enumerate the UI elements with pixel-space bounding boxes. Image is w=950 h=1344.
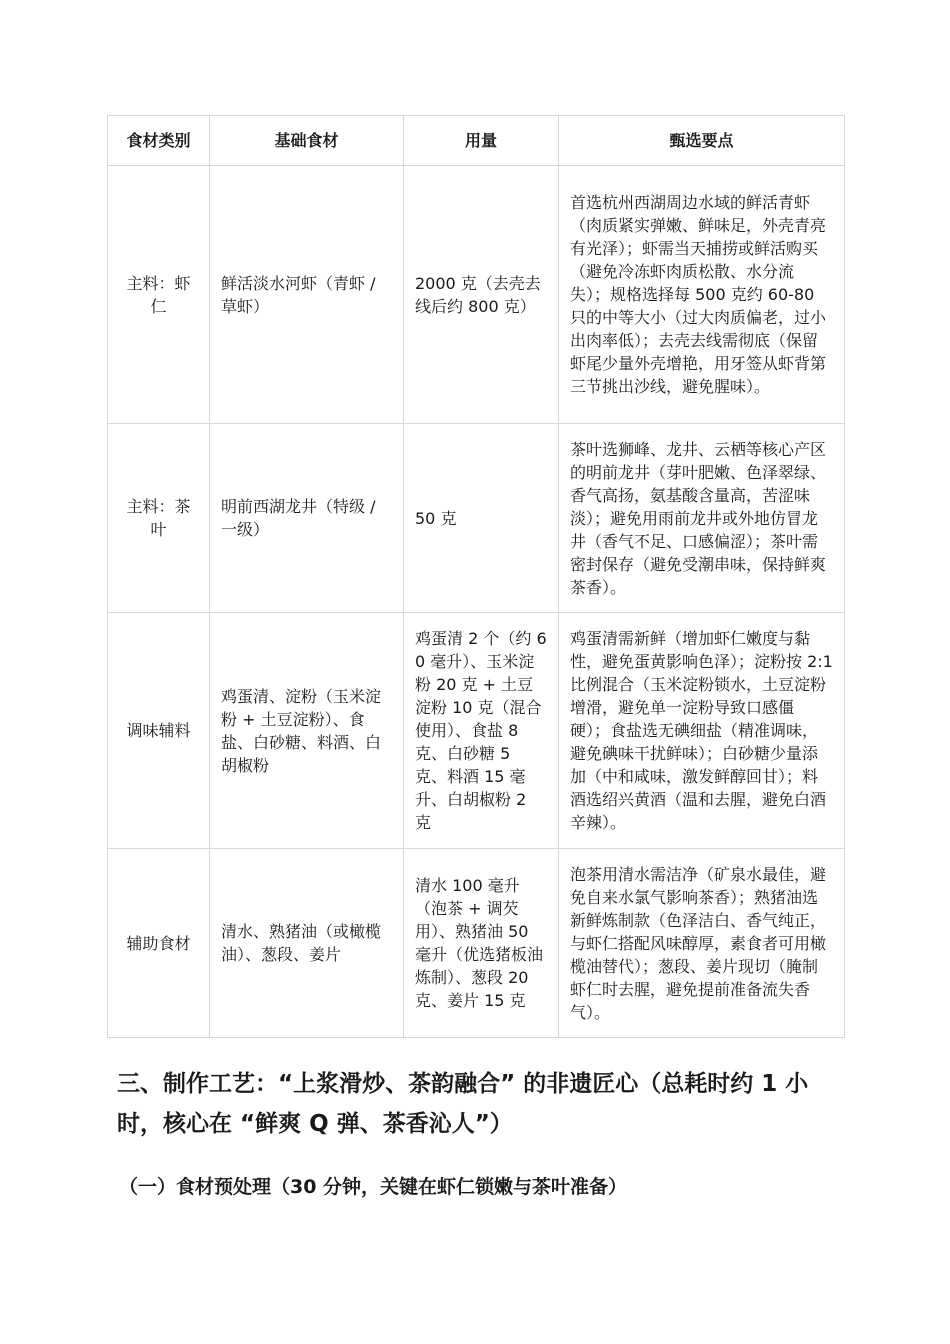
cell-notes: 首选杭州西湖周边水域的鲜活青虾（肉质紧实弹嫩、鲜味足，外壳青亮有光泽）；虾需当天捕捞或鲜活购买（避免冷冻虾肉质松散、水分流失）；规格选择每 500 克约 60-80 只的中等大小（过大肉质偏老，过小出肉率低）；去壳去线需彻底（保留虾尾少量外壳增艳，用牙签从虾背第三节挑出沙线，避免腥味）。 [559,166,845,424]
table-header-row [108,116,845,166]
cell-notes: 鸡蛋清需新鲜（增加虾仁嫩度与黏性，避免蛋黄影响色泽）；淀粉按 2:1 比例混合（玉米淀粉锁水，土豆淀粉增滑，避免单一淀粉导致口感僵硬）；食盐选无碘细盐（精准调味，避免碘味干扰鲜味）；白砂糖少量添加（中和咸味，激发鲜醇回甘）；料酒选绍兴黄酒（温和去腥，避免白酒辛辣）。 [559,613,845,849]
cell-amount: 鸡蛋清 2 个（约 60 毫升）、玉米淀粉 20 克 + 土豆淀粉 10 克（混合使用）、食盐 8 克、白砂糖 5 克、料酒 15 毫升、白胡椒粉 2 克 [404,613,559,849]
cell-amount: 2000 克（去壳去线后约 800 克） [404,166,559,424]
cell-ingredient: 鲜活淡水河虾（青虾 / 草虾） [210,166,404,424]
header-category: 食材类别 [108,116,210,166]
header-notes: 甄选要点 [559,116,845,166]
cell-category: 调味辅料 [108,613,210,849]
ingredients-table-container [107,115,845,1038]
cell-category: 辅助食材 [108,849,210,1038]
table-row [108,424,845,613]
section-heading: 三、制作工艺：“上浆滑炒、茶韵融合” 的非遗匠心（总耗时约 1 小时，核心在 “鲜爽 Q 弹、茶香沁人”） [117,1071,809,1137]
table-row [108,166,845,424]
cell-amount: 清水 100 毫升（泡茶 + 调芡用）、熟猪油 50 毫升（优选猪板油炼制）、葱段 20 克、姜片 15 克 [404,849,559,1038]
cell-notes: 泡茶用清水需洁净（矿泉水最佳，避免自来水氯气影响茶香）；熟猪油选新鲜炼制款（色泽洁白、香气纯正，与虾仁搭配风味醇厚，素食者可用橄榄油替代）；葱段、姜片现切（腌制虾仁时去腥，避免提前准备流失香气）。 [559,849,845,1038]
cell-ingredient: 清水、熟猪油（或橄榄油）、葱段、姜片 [210,849,404,1038]
table-row [108,613,845,849]
cell-notes: 茶叶选狮峰、龙井、云栖等核心产区的明前龙井（芽叶肥嫩、色泽翠绿、香气高扬，氨基酸含量高，苦涩味淡）；避免用雨前龙井或外地仿冒龙井（香气不足、口感偏涩）；茶叶需密封保存（避免受潮串味，保持鲜爽茶香）。 [559,424,845,613]
ingredients-table [107,115,845,1038]
cell-amount: 50 克 [404,424,559,613]
cell-category: 主料：茶叶 [108,424,210,613]
cell-ingredient: 鸡蛋清、淀粉（玉米淀粉 + 土豆淀粉）、食盐、白砂糖、料酒、白胡椒粉 [210,613,404,849]
header-ingredient: 基础食材 [210,116,404,166]
table-row [108,849,845,1038]
cell-ingredient: 明前西湖龙井（特级 / 一级） [210,424,404,613]
section-subheading: （一）食材预处理（30 分钟，关键在虾仁锁嫩与茶叶准备） [119,1176,628,1198]
cell-category: 主料：虾仁 [108,166,210,424]
header-amount: 用量 [404,116,559,166]
